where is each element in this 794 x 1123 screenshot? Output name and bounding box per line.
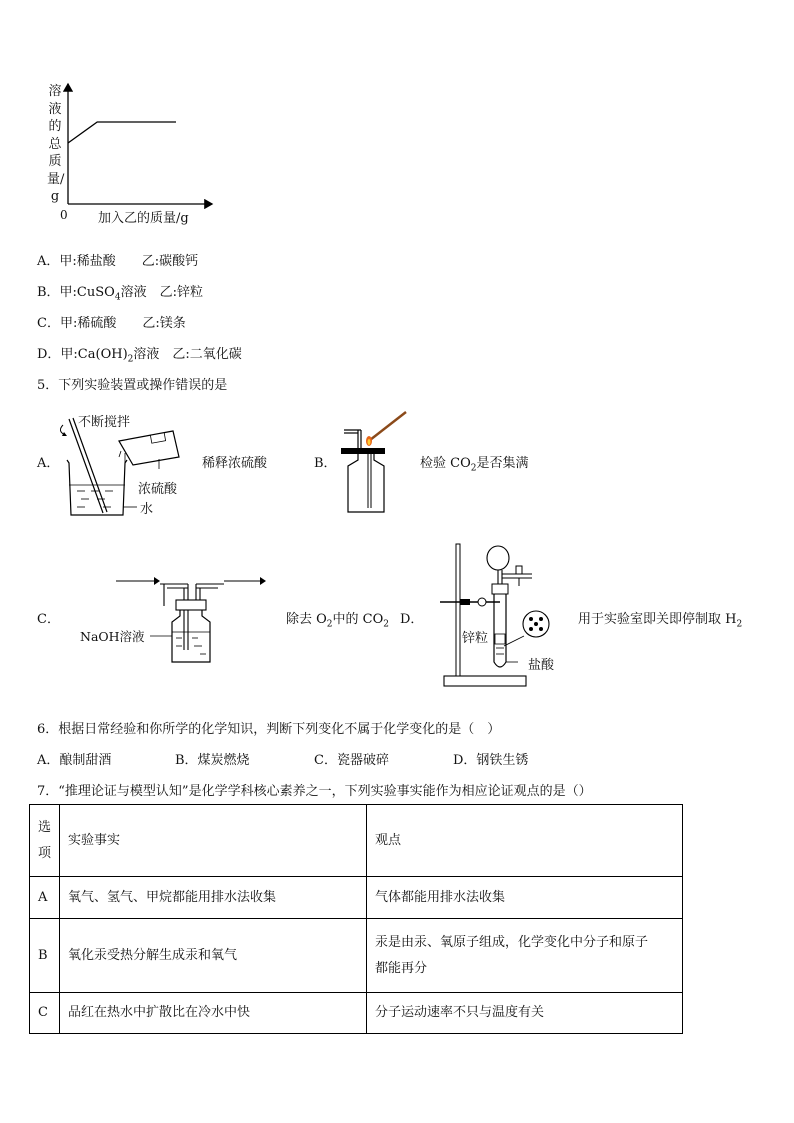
q6-option-b: B．煤炭燃烧 <box>175 753 250 768</box>
q5-a-stir-label: 不断搅拌 <box>78 415 131 430</box>
q6-stem: 6．根据日常经验和你所学的化学知识，判断下列变化不属于化学变化的是（ ） <box>37 722 501 737</box>
chart-x-label: 加入乙的质量/g <box>98 211 189 226</box>
q5-stem: 5．下列实验装置或操作错误的是 <box>37 378 228 393</box>
q5-c-letter: C． <box>37 612 60 627</box>
q5-d-acid-label: 盐酸 <box>528 658 555 673</box>
q5-d-desc: 用于实验室即关即停制取 $H_2$ <box>578 612 743 630</box>
table-row <box>30 877 683 919</box>
chart-series-line <box>68 122 176 143</box>
table-cell-fact: 品红在热水中扩散比在冷水中快 <box>60 993 367 1034</box>
table-cell-view: 气体都能用排水法收集 <box>367 877 683 919</box>
chart-origin: 0 <box>60 208 68 222</box>
q4-option-c: C．甲:稀硫酸 乙:镁条 <box>37 316 186 331</box>
q4-option-a: A．甲:稀盐酸 乙:碳酸钙 <box>37 254 199 269</box>
table-header-option: 选 项 <box>30 805 60 877</box>
q5-c-diagram <box>110 570 270 670</box>
q5-a-acid-label: 浓硫酸 <box>138 482 178 497</box>
table-cell-view: 分子运动速率不只与温度有关 <box>367 993 683 1034</box>
table-row <box>30 993 683 1034</box>
q5-a-letter: A． <box>37 456 60 471</box>
q5-c-solution-label: NaOH溶液 <box>80 629 145 644</box>
q5-d-zinc-label: 锌粒 <box>462 631 489 646</box>
chart-svg <box>60 80 220 210</box>
q7-table <box>29 804 683 1034</box>
q4-option-d: D．甲$:Ca(OH)_2$溶液 乙:二氧化碳 <box>37 347 242 365</box>
table-cell-option: C <box>30 993 60 1034</box>
table-header-fact: 实验事实 <box>60 805 367 877</box>
q5-b-diagram <box>336 408 416 518</box>
table-row <box>30 919 683 993</box>
q5-c-desc: 除去 $O_2$中的 $CO_2$ <box>286 612 390 630</box>
q7-stem: 7．“推理论证与模型认知”是化学学科核心素养之一，下列实验事实能作为相应论证观点的是（） <box>37 784 592 799</box>
table-header-view: 观点 <box>367 805 683 877</box>
q5-a-desc: 稀释浓硫酸 <box>202 456 268 471</box>
q5-a-water-label: 水 <box>140 502 154 517</box>
table-cell-view: 汞是由汞、氧原子组成，化学变化中分子和原子 都能再分 <box>367 919 683 993</box>
table-header-row <box>30 805 683 877</box>
q4-option-b: B．甲:CuSO$_4$溶液 乙:锌粒 <box>37 285 203 303</box>
q5-b-letter: B． <box>314 456 337 471</box>
table-cell-option: A <box>30 877 60 919</box>
q5-b-desc: 检验 $CO_2$是否集满 <box>420 456 529 474</box>
q6-option-c: C．瓷器破碎 <box>314 753 389 768</box>
q6-option-d: D．钢铁生锈 <box>453 753 529 768</box>
chart-y-label: 溶液的总质量/g <box>47 84 65 204</box>
table-cell-fact: 氧化汞受热分解生成汞和氧气 <box>60 919 367 993</box>
table-cell-fact: 氧气、氢气、甲烷都能用排水法收集 <box>60 877 367 919</box>
q5-d-letter: D． <box>400 612 424 627</box>
table-cell-option: B <box>30 919 60 993</box>
q6-option-a: A．酿制甜酒 <box>37 753 112 768</box>
